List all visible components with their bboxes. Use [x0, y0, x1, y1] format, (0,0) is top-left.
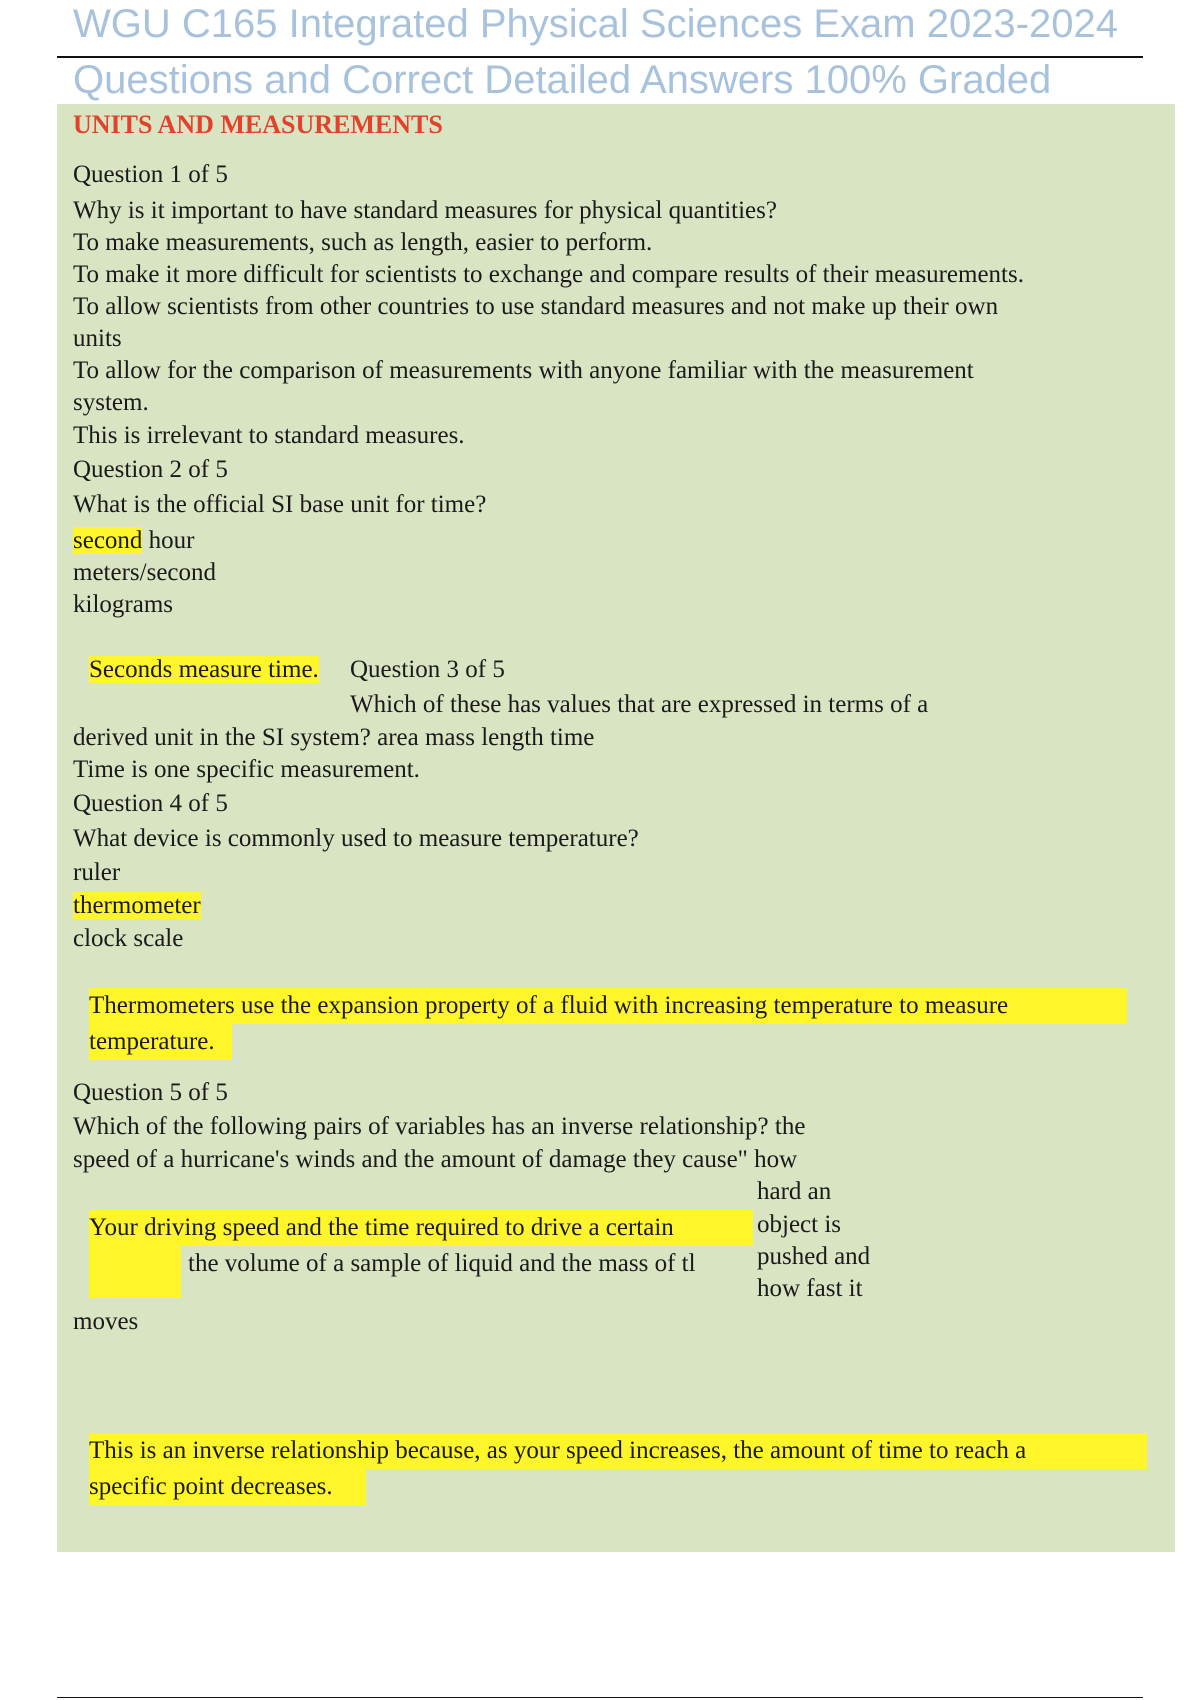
question-3-header: Question 3 of 5 [350, 656, 505, 683]
question-5-correct-answer: Your driving speed and the time required to drive a certain [89, 1214, 674, 1241]
question-5-option-column: object is [757, 1211, 842, 1238]
question-5-option-moves: moves [73, 1308, 139, 1335]
question-1-header: Question 1 of 5 [73, 161, 228, 188]
question-2-option: kilograms [73, 591, 173, 618]
question-4-header: Question 4 of 5 [73, 790, 228, 817]
question-5-option-column: hard an [757, 1178, 832, 1205]
question-1-option: To allow for the comparison of measurements with anyone familiar with the measurement [73, 357, 974, 384]
question-1-option: To make measurements, such as length, easier to perform. [73, 229, 653, 256]
question-3-prompt-line1: Which of these has values that are expressed in terms of a [350, 691, 929, 718]
question-5-header: Question 5 of 5 [73, 1079, 228, 1106]
question-4-explanation-line1: Thermometers use the expansion property of a fluid with increasing temperature to measure [89, 992, 1009, 1019]
question-4-correct-answer [73, 891, 201, 921]
question-5-prompt-line1: Which of the following pairs of variables has an inverse relationship? the [73, 1113, 806, 1140]
document-title-line2: Questions and Correct Detailed Answers 100% Graded [73, 58, 1052, 102]
question-2-option: meters/second [73, 559, 217, 586]
question-5-option: the volume of a sample of liquid and the mass of tl [188, 1250, 696, 1277]
question-1-option: To allow scientists from other countries to use standard measures and not make up their own [73, 293, 999, 320]
question-2-options-row [73, 526, 195, 556]
question-3-prompt-line2: derived unit in the SI system? area mass length time [73, 724, 595, 751]
question-5-explanation-line1: This is an inverse relationship because, as your speed increases, the amount of time to reach a [89, 1437, 1027, 1464]
question-2-prompt: What is the official SI base unit for time? [73, 491, 487, 518]
question-1-option: system. [73, 389, 149, 416]
question-4-prompt: What device is commonly used to measure temperature? [73, 825, 639, 852]
section-heading: UNITS AND MEASUREMENTS [73, 110, 443, 139]
question-1-prompt: Why is it important to have standard measures for physical quantities? [73, 197, 777, 224]
question-5-prompt-line2: speed of a hurricane's winds and the amount of damage they cause" how [73, 1146, 798, 1173]
question-2-explanation-text: Seconds measure time. [89, 656, 319, 683]
question-4-explanation-line2: temperature. [89, 1028, 215, 1055]
question-1-option: To make it more difficult for scientists to exchange and compare results of their measurements. [73, 261, 1024, 288]
question-4-option: clock scale [73, 925, 184, 952]
question-4-option: ruler [73, 859, 121, 886]
question-2-option: hour [148, 527, 195, 554]
question-4-correct-answer-text: thermometer [73, 892, 201, 919]
question-5-explanation-line2: specific point decreases. [89, 1473, 333, 1500]
question-2-correct-answer: second [73, 527, 143, 554]
question-2-explanation [89, 655, 319, 685]
question-1-option: This is irrelevant to standard measures. [73, 422, 465, 449]
question-3-explanation: Time is one specific measurement. [73, 756, 420, 783]
document-title-line1: WGU C165 Integrated Physical Sciences Exam 2023-2024 [73, 2, 1118, 46]
question-5-answer-highlight [89, 1246, 181, 1298]
footer-divider [57, 1697, 1143, 1698]
question-5-option-column: pushed and [757, 1243, 871, 1270]
question-1-option: units [73, 325, 122, 352]
question-5-option-column: how fast it [757, 1275, 863, 1302]
question-2-header: Question 2 of 5 [73, 456, 228, 483]
